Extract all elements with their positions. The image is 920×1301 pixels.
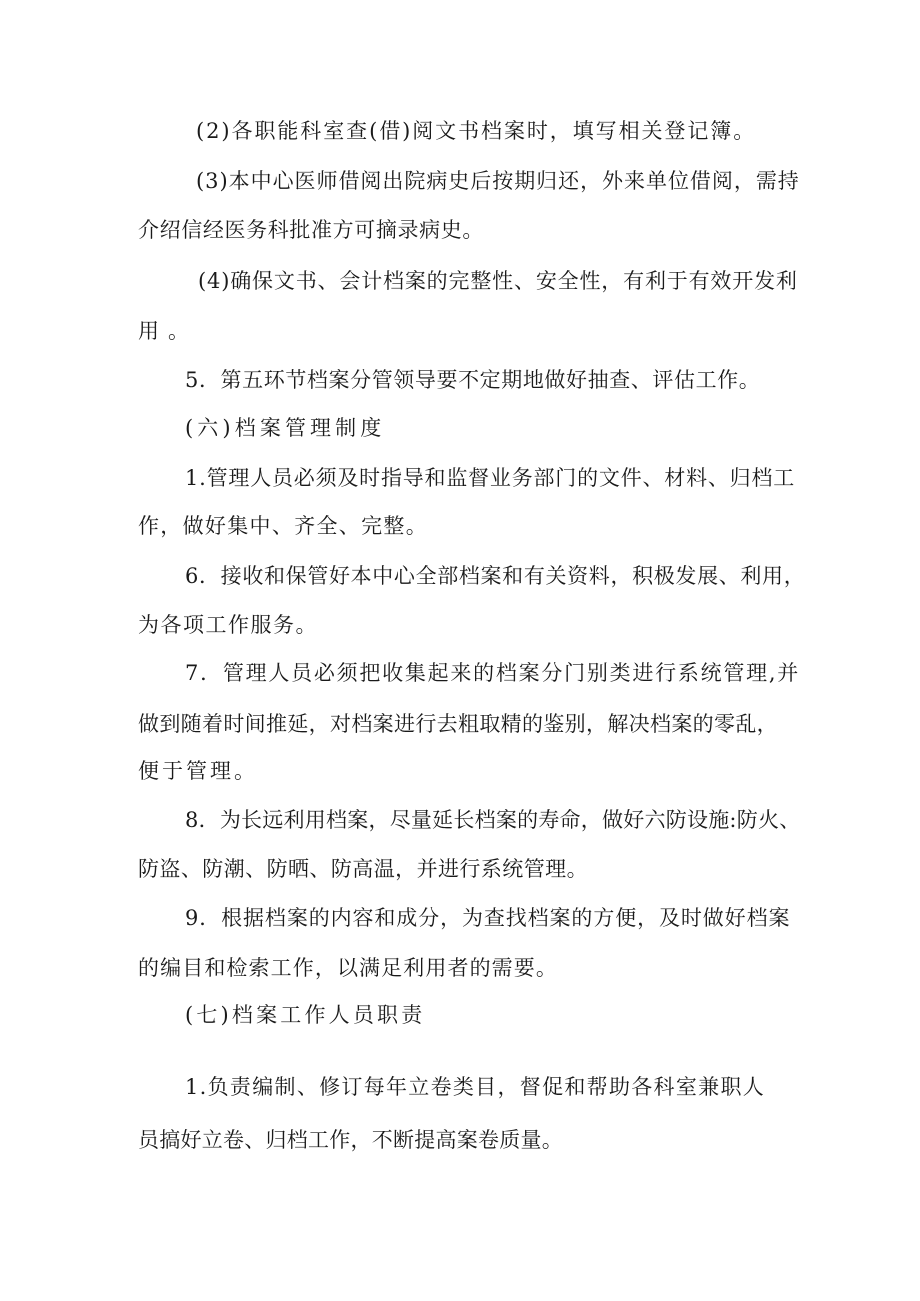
paragraph-line: 6．接收和保管好本中心全部档案和有关资料，积极发展、利用， <box>185 564 806 588</box>
paragraph-line: 8．为长远利用档案，尽量延长档案的寿命，做好六防设施:防火、 <box>185 808 801 832</box>
paragraph-line: 为各项工作服务。 <box>138 613 318 637</box>
paragraph-line: 用。 <box>138 319 198 343</box>
paragraph-line: 9．根据档案的内容和成分，为查找档案的方便，及时做好档案 <box>185 906 791 930</box>
paragraph-line: 1.管理人员必须及时指导和监督业务部门的文件、材料、归档工 <box>185 466 796 490</box>
paragraph-line: (2)各职能科室查(借)阅文书档案时，填写相关登记簿。 <box>196 119 757 143</box>
paragraph-line: (3)本中心医师借阅出院病史后按期归还，外来单位借阅，需持 <box>196 169 800 193</box>
section-heading: (六)档案管理制度 <box>185 416 386 440</box>
paragraph-line: 介绍信经医务科批准方可摘录病史。 <box>138 218 484 242</box>
paragraph-line: 做到随着时间推延，对档案进行去粗取精的鉴别，解决档案的零乱， <box>138 712 778 736</box>
paragraph-line: 便于管理。 <box>138 759 258 783</box>
paragraph-line: 5．第五环节档案分管领导要不定期地做好抽查、评估工作。 <box>185 368 761 392</box>
paragraph-line: 作，做好集中、齐全、完整。 <box>138 514 428 538</box>
paragraph-line: 1.负责编制、修订每年立卷类目，督促和帮助各科室兼职人 <box>185 1075 766 1099</box>
section-heading: (七)档案工作人员职责 <box>185 1003 426 1027</box>
paragraph-line: 的编目和检索工作，以满足利用者的需要。 <box>138 956 558 980</box>
paragraph-line: 员搞好立卷、归档工作，不断提高案卷质量。 <box>138 1128 563 1152</box>
paragraph-line: 防盗、防潮、防晒、防高温，并进行系统管理。 <box>138 857 588 881</box>
paragraph-line: (4)确保文书、会计档案的完整性、安全性，有利于有效开发利 <box>198 269 798 293</box>
paragraph-line: 7．管理人员必须把收集起来的档案分门别类进行系统管理,并 <box>185 661 801 685</box>
